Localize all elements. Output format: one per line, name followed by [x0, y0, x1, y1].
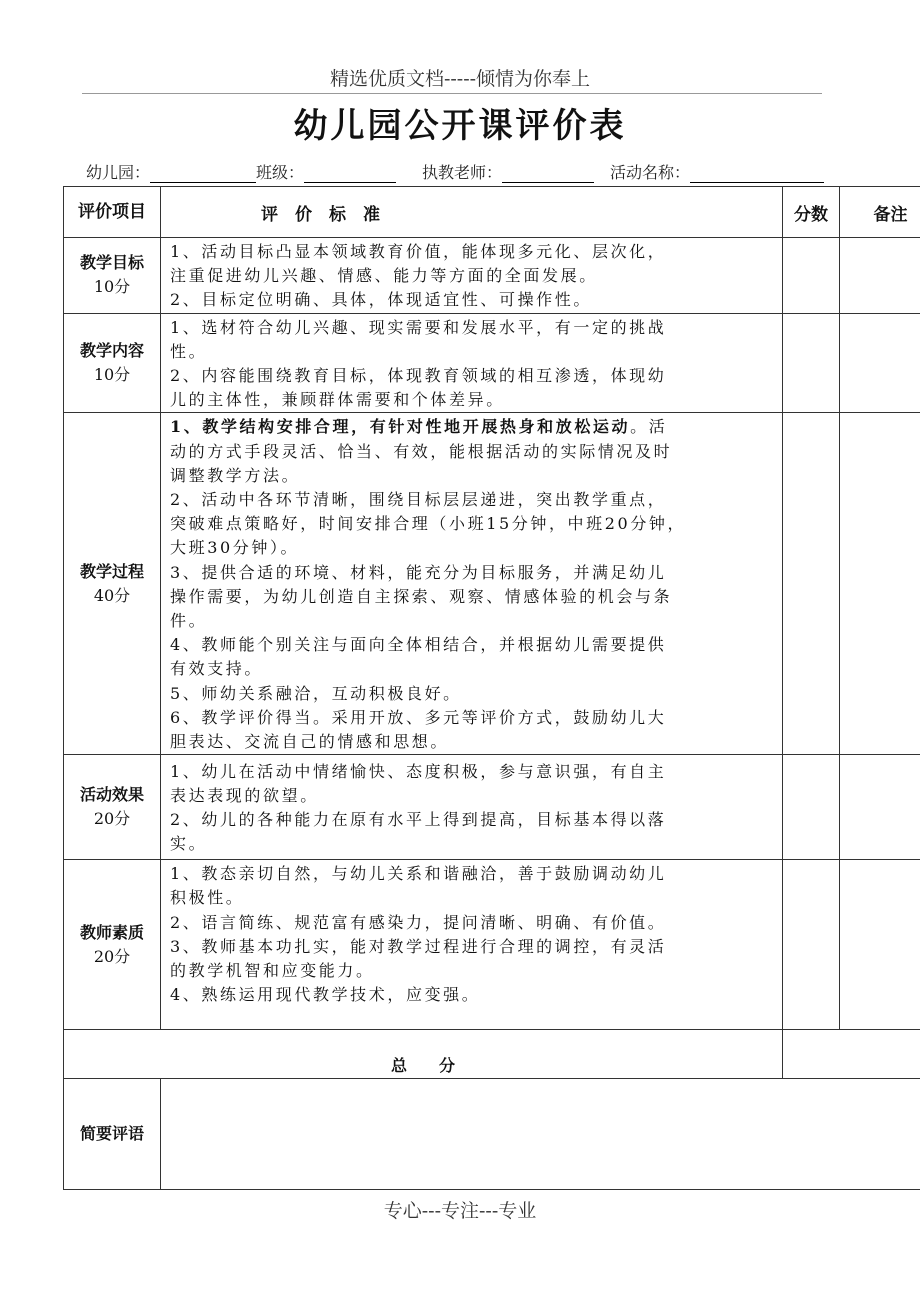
criteria-cell	[161, 313, 783, 413]
score-cell[interactable]	[783, 238, 840, 314]
table-header-row	[64, 187, 920, 238]
item-name: 活动效果	[79, 785, 144, 805]
teacher-field[interactable]: 执教老师：	[422, 160, 610, 183]
table-row	[64, 238, 920, 314]
table-row	[64, 313, 920, 413]
criteria-cell	[161, 413, 783, 755]
item-name-cell	[64, 860, 161, 1030]
score-cell[interactable]	[783, 413, 840, 755]
criteria-line: 的教学机智和应变能力。	[170, 961, 375, 981]
criteria-line: 大班30分钟）。	[170, 538, 300, 558]
comment-cell[interactable]	[161, 1079, 920, 1190]
score-cell[interactable]	[783, 755, 840, 860]
criteria-line: 有效支持。	[170, 659, 264, 679]
item-name: 教学内容	[79, 341, 144, 361]
criteria-line: 积极性。	[170, 888, 245, 908]
criteria-line: 调整教学方法。	[170, 465, 301, 485]
criteria-line: 2、目标定位明确、具体，体现适宜性、可操作性。	[170, 290, 592, 310]
criteria-line: 3、提供合适的环境、材料，能充分为目标服务，并满足幼儿	[170, 562, 667, 582]
item-name: 教学过程	[79, 561, 144, 581]
criteria-line: 注重促进幼儿兴趣、情感、能力等方面的全面发展。	[170, 266, 598, 286]
comment-label: 简要评语	[64, 1079, 161, 1190]
criteria-line: 动的方式手段灵活、恰当、有效，能根据活动的实际情况及时	[170, 441, 673, 461]
criteria-line: 3、教师基本功扎实，能对教学过程进行合理的调控，有灵活	[170, 936, 667, 956]
item-name-cell	[64, 755, 161, 860]
item-points: 40分	[93, 585, 131, 605]
teacher-blank[interactable]	[502, 164, 594, 183]
total-score-cell[interactable]	[783, 1030, 920, 1079]
criteria-line: 4、熟练运用现代教学技术，应变强。	[170, 985, 481, 1005]
criteria-line: 突破难点策略好，时间安排合理（小班15分钟，中班20分钟，	[170, 514, 687, 534]
criteria-line: 件。	[170, 611, 208, 631]
criteria-cell	[161, 860, 783, 1030]
item-points: 10分	[93, 277, 131, 297]
criteria-line: 2、活动中各环节清晰，围绕目标层层递进，突出教学重点，	[170, 490, 667, 510]
criteria-line: 表达表现的欲望。	[170, 786, 319, 806]
page-footer: 专心---专注---专业	[383, 1200, 537, 1222]
page-header: 精选优质文档-----倾情为你奉上	[329, 68, 591, 90]
form-fields	[86, 160, 824, 183]
kindergarten-field[interactable]: 幼儿园：	[86, 160, 256, 183]
criteria-line: 实。	[170, 834, 208, 854]
criteria-cell	[161, 755, 783, 860]
class-field[interactable]: 班级：	[256, 160, 416, 183]
evaluation-table	[63, 186, 920, 1190]
total-label: 总 分	[64, 1030, 783, 1079]
col-score: 分数	[783, 187, 840, 238]
item-points: 20分	[93, 809, 131, 829]
score-cell[interactable]	[783, 860, 840, 1030]
item-points: 20分	[93, 946, 131, 966]
criteria-line: 性。	[170, 341, 208, 361]
table-row	[64, 860, 920, 1030]
item-name-cell	[64, 413, 161, 755]
total-row	[64, 1030, 920, 1079]
criteria-line: 1、幼儿在活动中情绪愉快、态度积极，参与意识强，有自主	[170, 761, 667, 781]
criteria-line: 5、师幼关系融洽，互动积极良好。	[170, 683, 462, 703]
item-name: 教师素质	[79, 922, 144, 942]
criteria-line: 儿的主体性，兼顾群体需要和个体差异。	[170, 390, 505, 410]
kindergarten-blank[interactable]	[150, 164, 256, 183]
header-divider	[82, 93, 822, 94]
note-cell[interactable]	[840, 755, 920, 860]
class-blank[interactable]	[304, 164, 396, 183]
criteria-line: 操作需要，为幼儿创造自主探索、观察、情感体验的机会与条	[170, 586, 673, 606]
item-name: 教学目标	[79, 253, 144, 273]
criteria-line: 2、语言简练、规范富有感染力，提问清晰、明确、有价值。	[170, 912, 667, 932]
criteria-line: 2、幼儿的各种能力在原有水平上得到提高，目标基本得以落	[170, 810, 667, 830]
activity-name-blank[interactable]	[690, 164, 824, 183]
table-row	[64, 413, 920, 755]
criteria-emphasis: 1、教学结构安排合理，有针对性地开展热身和放松运动	[170, 417, 631, 437]
note-cell[interactable]	[840, 413, 920, 755]
document-title: 幼儿园公开课评价表	[293, 106, 627, 146]
activity-name-field[interactable]: 活动名称：	[610, 160, 824, 183]
note-cell[interactable]	[840, 238, 920, 314]
criteria-line: 2、内容能围绕教育目标，体现教育领域的相互渗透，体现幼	[170, 366, 667, 386]
item-name-cell	[64, 238, 161, 314]
item-points: 10分	[93, 365, 131, 385]
note-cell[interactable]	[840, 313, 920, 413]
table-row	[64, 755, 920, 860]
criteria-line: 1、教态亲切自然，与幼儿关系和谐融洽，善于鼓励调动幼儿	[170, 864, 667, 884]
criteria-cell	[161, 238, 783, 314]
score-cell[interactable]	[783, 313, 840, 413]
criteria-line: 胆表达、交流自己的情感和思想。	[170, 732, 450, 752]
item-name-cell	[64, 313, 161, 413]
criteria-line: 4、教师能个别关注与面向全体相结合，并根据幼儿需要提供	[170, 635, 667, 655]
col-item: 评价项目	[64, 187, 161, 238]
note-cell[interactable]	[840, 860, 920, 1030]
criteria-line: 1、选材符合幼儿兴趣、现实需要和发展水平，有一定的挑战	[170, 317, 667, 337]
criteria-line: 1、教学结构安排合理，有针对性地开展热身和放松运动。活	[170, 417, 668, 437]
col-criteria: 评 价 标 准	[161, 187, 783, 238]
criteria-line: 6、教学评价得当。采用开放、多元等评价方式，鼓励幼儿大	[170, 707, 667, 727]
criteria-line: 1、活动目标凸显本领域教育价值，能体现多元化、层次化，	[170, 242, 667, 261]
col-note: 备注	[840, 187, 920, 238]
comment-row	[64, 1079, 920, 1190]
